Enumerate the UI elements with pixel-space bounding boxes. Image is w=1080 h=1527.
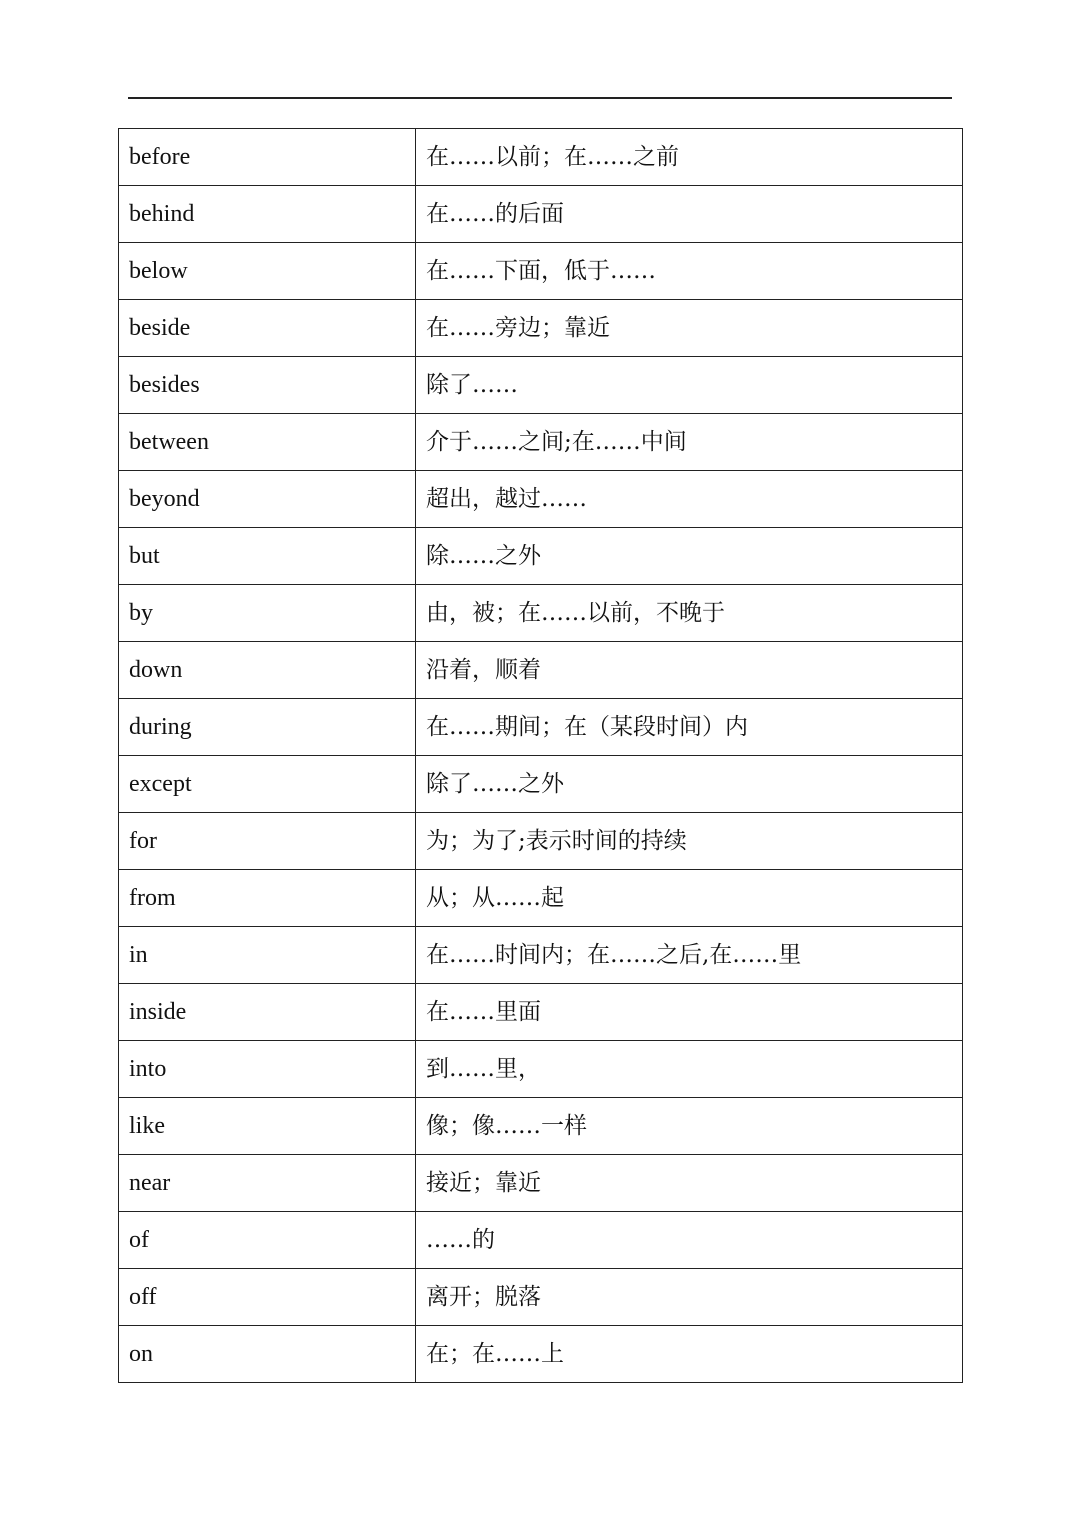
word-cell: before (119, 129, 416, 186)
meaning-cell: 到……里， (416, 1041, 963, 1098)
table-row (119, 528, 963, 585)
word-cell: on (119, 1326, 416, 1383)
table-row (119, 1098, 963, 1155)
vocabulary-table-body (119, 129, 963, 1383)
meaning-cell: 在……时间内；在……之后,在……里 (416, 927, 963, 984)
word-cell: off (119, 1269, 416, 1326)
table-row (119, 1212, 963, 1269)
word-cell: beside (119, 300, 416, 357)
word-cell: from (119, 870, 416, 927)
word-cell: by (119, 585, 416, 642)
meaning-cell: 由，被；在……以前，不晚于 (416, 585, 963, 642)
word-cell: behind (119, 186, 416, 243)
meaning-cell: 介于……之间;在……中间 (416, 414, 963, 471)
meaning-cell: 为；为了;表示时间的持续 (416, 813, 963, 870)
word-cell: like (119, 1098, 416, 1155)
word-cell: but (119, 528, 416, 585)
table-row (119, 813, 963, 870)
table-row (119, 585, 963, 642)
table-row (119, 1155, 963, 1212)
meaning-cell: ……的 (416, 1212, 963, 1269)
meaning-cell: 在……期间；在（某段时间）内 (416, 699, 963, 756)
table-row (119, 357, 963, 414)
meaning-cell: 接近；靠近 (416, 1155, 963, 1212)
table-row (119, 243, 963, 300)
table-row (119, 414, 963, 471)
table-row (119, 642, 963, 699)
table-row (119, 927, 963, 984)
vocabulary-table (118, 128, 963, 1383)
word-cell: besides (119, 357, 416, 414)
meaning-cell: 从；从……起 (416, 870, 963, 927)
word-cell: during (119, 699, 416, 756)
table-row (119, 129, 963, 186)
meaning-cell: 在……下面，低于…… (416, 243, 963, 300)
meaning-cell: 在……的后面 (416, 186, 963, 243)
meaning-cell: 在……以前；在……之前 (416, 129, 963, 186)
table-row (119, 300, 963, 357)
word-cell: for (119, 813, 416, 870)
table-row (119, 186, 963, 243)
word-cell: between (119, 414, 416, 471)
word-cell: except (119, 756, 416, 813)
word-cell: into (119, 1041, 416, 1098)
meaning-cell: 离开；脱落 (416, 1269, 963, 1326)
word-cell: near (119, 1155, 416, 1212)
word-cell: inside (119, 984, 416, 1041)
table-row (119, 1326, 963, 1383)
word-cell: below (119, 243, 416, 300)
meaning-cell: 除……之外 (416, 528, 963, 585)
table-row (119, 1269, 963, 1326)
meaning-cell: 在……里面 (416, 984, 963, 1041)
meaning-cell: 在……旁边；靠近 (416, 300, 963, 357)
word-cell: of (119, 1212, 416, 1269)
word-cell: in (119, 927, 416, 984)
table-row (119, 1041, 963, 1098)
meaning-cell: 除了…… (416, 357, 963, 414)
table-row (119, 756, 963, 813)
meaning-cell: 像；像……一样 (416, 1098, 963, 1155)
meaning-cell: 沿着，顺着 (416, 642, 963, 699)
word-cell: down (119, 642, 416, 699)
table-row (119, 699, 963, 756)
meaning-cell: 在；在……上 (416, 1326, 963, 1383)
table-row (119, 870, 963, 927)
table-row (119, 471, 963, 528)
meaning-cell: 除了……之外 (416, 756, 963, 813)
meaning-cell: 超出，越过…… (416, 471, 963, 528)
table-row (119, 984, 963, 1041)
word-cell: beyond (119, 471, 416, 528)
header-rule (128, 97, 952, 99)
